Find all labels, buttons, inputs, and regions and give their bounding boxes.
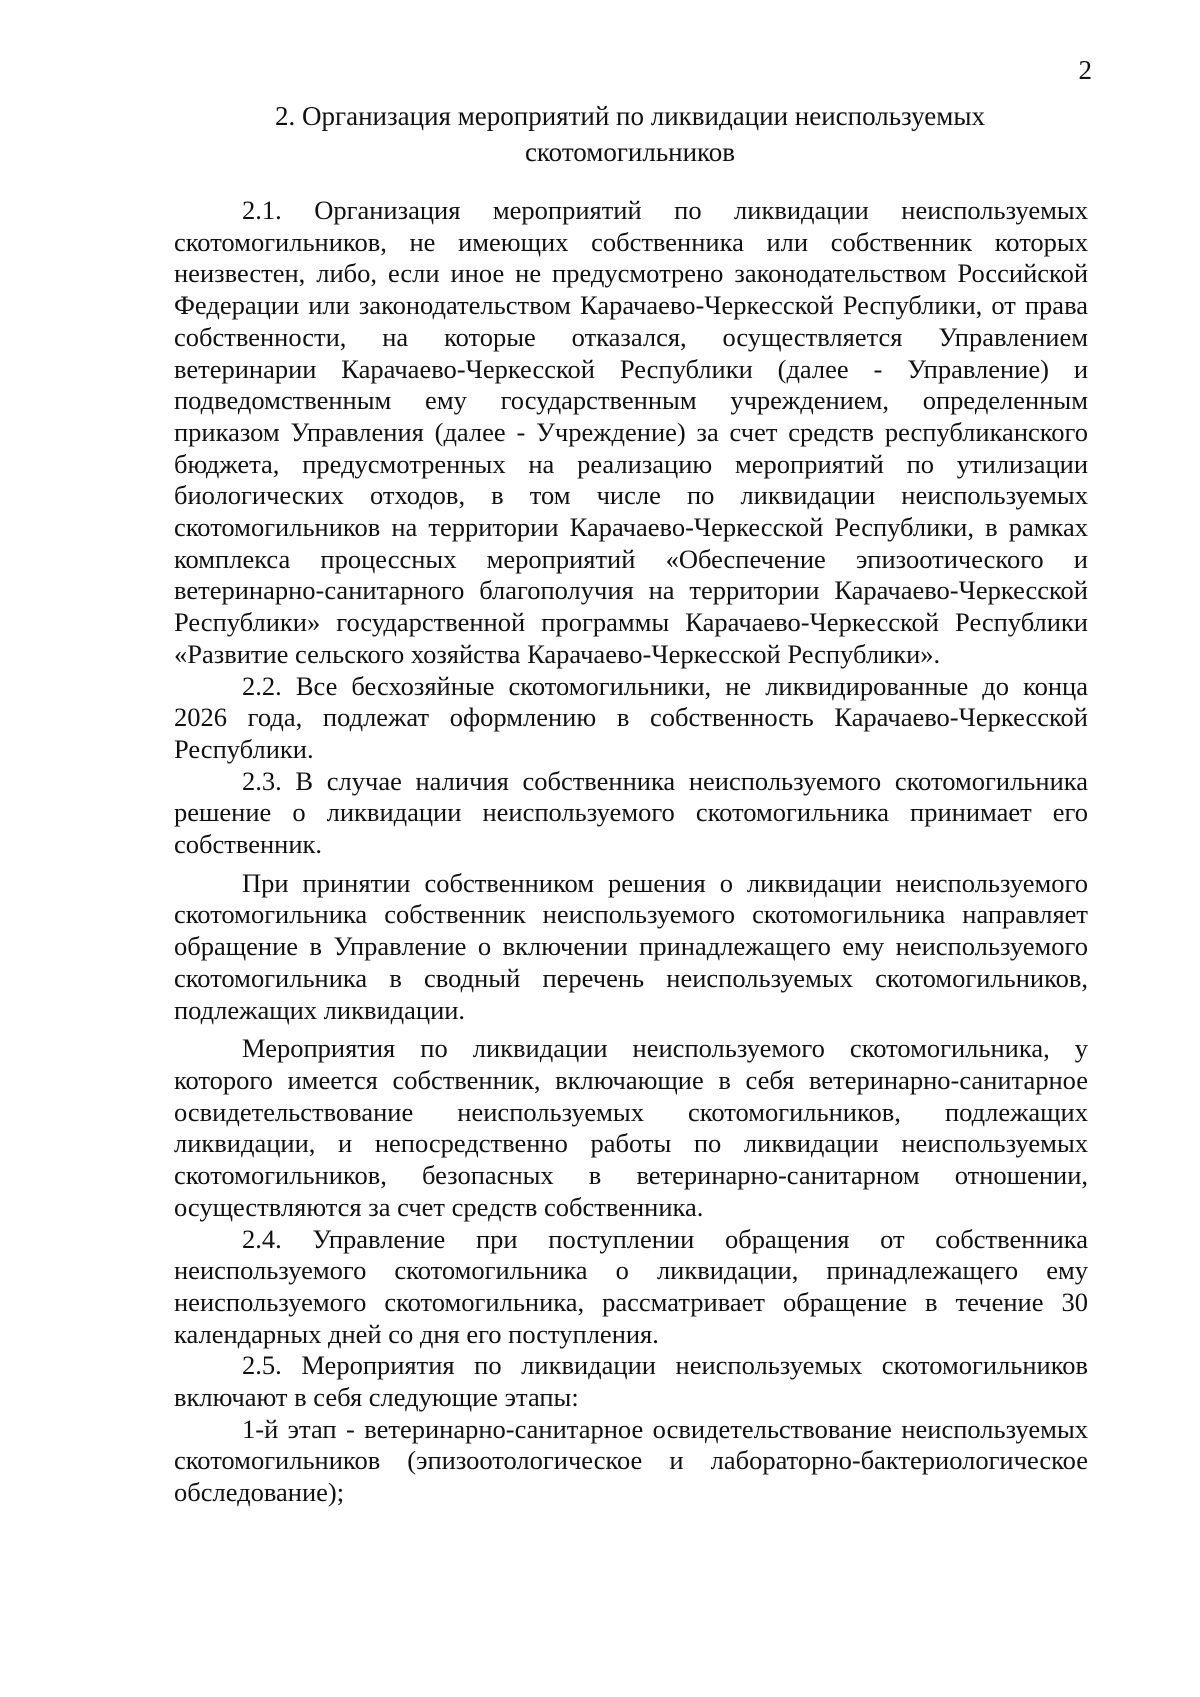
section-heading-line-2: скотомогильников xyxy=(524,137,736,167)
paragraph-2-3: 2.3. В случае наличия собственника неиспользуемого скотомогильника решение о ликвидации неиспользуемого скотомогильника принимает его собственник. xyxy=(174,765,1088,860)
section-heading-line-1: 2. Организация мероприятий по ликвидации неиспользуемых xyxy=(275,101,985,131)
page-number: 2 xyxy=(1078,55,1092,85)
paragraph-stage-1: 1-й этап - ветеринарно-санитарное освидетельствование неиспользуемых скотомогильников (эпизоотологическое и лабораторно-бактериологическое обследование); xyxy=(174,1413,1088,1508)
paragraph-2-5: 2.5. Мероприятия по ликвидации неиспользуемых скотомогильников включают в себя следующие этапы: xyxy=(174,1350,1088,1413)
section-heading xyxy=(170,98,1090,170)
paragraph-2-1: 2.1. Организация мероприятий по ликвидации неиспользуемых скотомогильников, не имеющих собственника или собственник которых неизвестен, либо, если иное не предусмотрено законодательством Российской Федерации или законодательством Карачаево-Черкесской Республики, от права собственности, на которые отказался, осуществляется Управлением ветеринарии Карачаево-Черкесской Республики (далее - Управление) и подведомственным ему государственным учреждением, определенным приказом Управления (далее - Учреждение) за счет средств республиканского бюджета, предусмотренных на реализацию мероприятий по утилизации биологических отходов, в том числе по ликвидации неиспользуемых скотомогильников на территории Карачаево-Черкесской Республики, в рамках комплекса процессных мероприятий «Обеспечение эпизоотического и ветеринарно-санитарного благополучия на территории Карачаево-Черкесской Республики» государственной программы Карачаево-Черкесской Республики «Развитие сельского хозяйства Карачаево-Черкесской Республики». xyxy=(174,195,1088,669)
paragraph-owner-costs: Мероприятия по ликвидации неиспользуемого скотомогильника, у которого имеется собственник, включающие в себя ветеринарно-санитарное освидетельствование неиспользуемых скотомогильников, подлежащих ликвидации, и непосредственно работы по ликвидации неиспользуемых скотомогильников, безопасных в ветеринарно-санитарном отношении, осуществляются за счет средств собственника. xyxy=(174,1033,1088,1222)
paragraph-owner-decision: При принятии собственником решения о ликвидации неиспользуемого скотомогильника собственник неиспользуемого скотомогильника направляет обращение в Управление о включении принадлежащего ему неиспользуемого скотомогильника в сводный перечень неиспользуемых скотомогильников, подлежащих ликвидации. xyxy=(174,867,1088,1025)
paragraph-2-2: 2.2. Все бесхозяйные скотомогильники, не ликвидированные до конца 2026 года, подлежат оформлению в собственность Карачаево-Черкесской Республики. xyxy=(174,670,1088,764)
document-body xyxy=(174,195,1088,1509)
paragraph-2-4: 2.4. Управление при поступлении обращения от собственника неиспользуемого скотомогильника о ликвидации, принадлежащего ему неиспользуемого скотомогильника, рассматривает обращение в течение 30 календарных дней со дня его поступления. xyxy=(174,1223,1088,1349)
